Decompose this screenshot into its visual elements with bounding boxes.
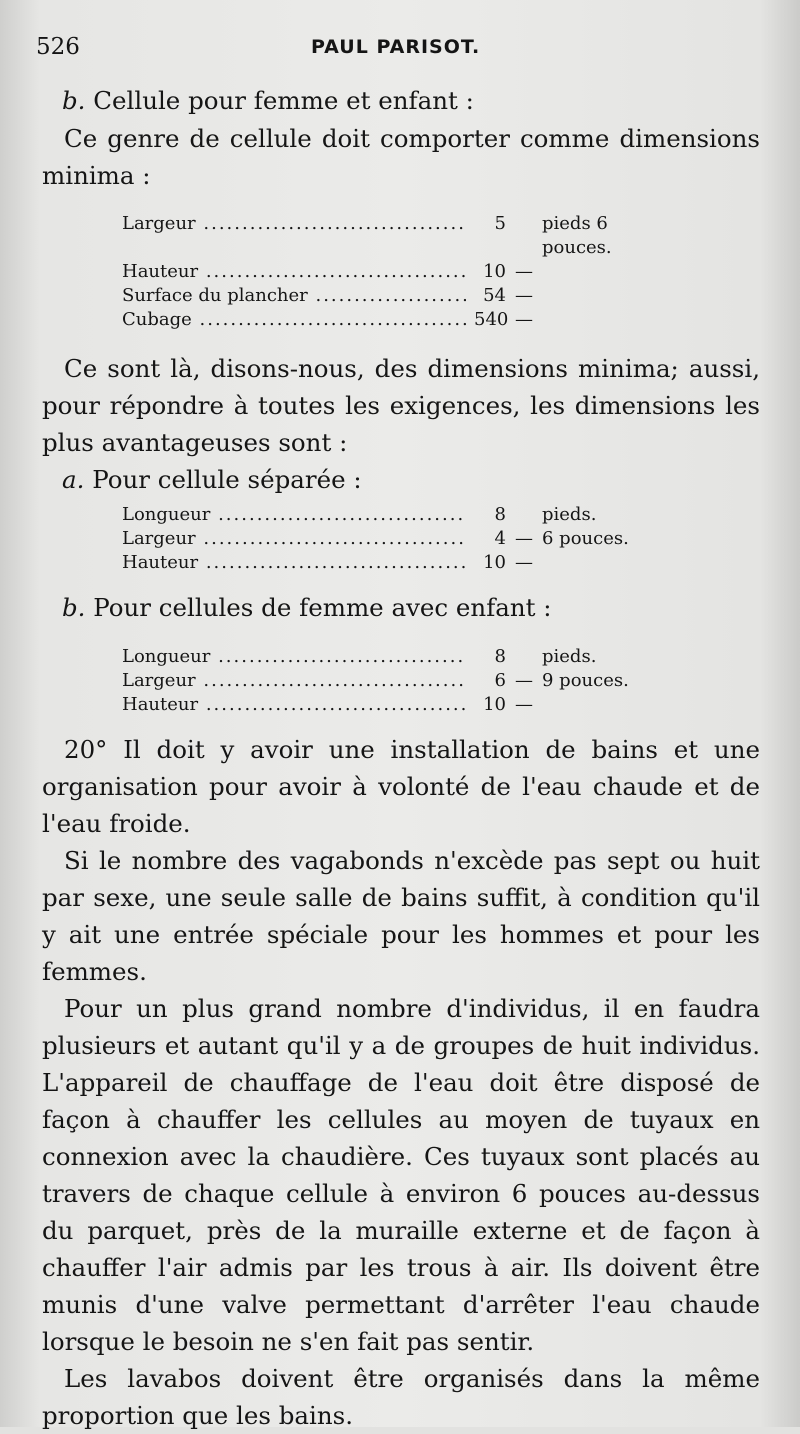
section-title: Pour cellules de femme avec enfant :: [93, 593, 552, 622]
dimension-value: 10: [483, 694, 506, 715]
paragraph-grand-nombre: Pour un plus grand nombre d'individus, il en faudra plusieurs et autant qu'il y a de groupes de huit individus. L'appareil de chauffage de l'eau doit être disposé de façon à chauffer les cellules au moyen de tuyaux en connexion avec la chaudière. Ces tuyaux sont placés au travers de chaque cellule à environ 6 pouces au-dessus du parquet, près de la muraille externe et de façon à chauffer l'air admis par les trous à air. Ils doivent être munis d'une valve permettant d'arrêter l'eau chaude lorsque le besoin ne s'en fait pas sentir.: [42, 994, 760, 1356]
page-number: 526: [36, 34, 80, 60]
dimension-unit: 6 pouces.: [542, 528, 629, 549]
dimension-label: Cubage .....: [122, 308, 466, 332]
dimension-value: 6: [494, 670, 506, 691]
dimension-row: [122, 669, 760, 693]
ditto-dash: —: [515, 309, 533, 330]
dimension-label: Longueur .....: [122, 645, 466, 669]
dimension-row: [122, 551, 760, 575]
ditto-dash: —: [515, 670, 533, 691]
dimension-unit: 9 pouces.: [542, 670, 629, 691]
section-heading-b2: [62, 589, 760, 627]
dimension-value: 54: [483, 285, 506, 306]
dimension-unit: pieds.: [542, 504, 597, 525]
dimension-label: Surface du plancher .....: [122, 284, 466, 308]
dimension-row: [122, 503, 760, 527]
section-letter: b.: [62, 593, 86, 622]
paragraph-vagabonds: Si le nombre des vagabonds n'excède pas sept ou huit par sexe, une seule salle de bains suffit, à condition qu'il y ait une entrée spéciale pour les hommes et pour les femmes.: [42, 846, 760, 986]
dimension-value: 8: [494, 504, 506, 525]
dimension-value: 5: [494, 213, 506, 234]
section-heading-b: [62, 82, 760, 120]
ditto-dash: —: [515, 528, 533, 549]
dimension-row: [122, 260, 760, 284]
ditto-dash: —: [515, 261, 533, 282]
dimension-row: [122, 645, 760, 669]
dimension-value: 8: [494, 646, 506, 667]
dimension-value: 10: [483, 261, 506, 282]
dimension-value: 4: [494, 528, 506, 549]
dimension-unit: pieds 6 pouces.: [542, 213, 612, 258]
dimension-label: Hauteur .....: [122, 551, 466, 575]
section-letter: a.: [62, 465, 85, 494]
section-title: Pour cellule séparée :: [92, 465, 362, 494]
dimension-unit: pieds.: [542, 646, 597, 667]
dimension-label: Largeur .....: [122, 212, 466, 236]
dimension-row: [122, 308, 760, 332]
ditto-dash: —: [515, 285, 533, 306]
dimension-label: Largeur .....: [122, 669, 466, 693]
dimension-label: Longueur .....: [122, 503, 466, 527]
ditto-dash: —: [515, 552, 533, 573]
page-header: [36, 34, 760, 68]
dimension-row: [122, 527, 760, 551]
ditto-dash: —: [515, 694, 533, 715]
dimension-label: Hauteur .....: [122, 260, 466, 284]
dimensions-table-3: [122, 645, 760, 717]
dimension-row: [122, 212, 760, 260]
paragraph-minima: Ce sont là, disons-nous, des dimensions minima; aussi, pour répondre à toutes les exigences, les dimensions les plus avantageuses sont :: [42, 354, 760, 457]
paragraph-intro: Ce genre de cellule doit comporter comme dimensions minima :: [42, 124, 760, 190]
dimension-value: 10: [483, 552, 506, 573]
paragraph-lavabos: Les lavabos doivent être organisés dans la même proportion que les bains.: [42, 1364, 760, 1430]
section-title: Cellule pour femme et enfant :: [93, 86, 474, 115]
dimension-row: [122, 284, 760, 308]
dimension-label: Hauteur .....: [122, 693, 466, 717]
dimension-label: Largeur .....: [122, 527, 466, 551]
running-head: PAUL PARISOT.: [311, 36, 481, 58]
dimensions-table-1: [122, 212, 760, 332]
dimension-value: 540: [474, 309, 509, 330]
dimension-row: [122, 693, 760, 717]
section-heading-a: [62, 461, 760, 499]
paragraph-20: 20° Il doit y avoir une installation de bains et une organisation pour avoir à volonté de l'eau chaude et de l'eau froide.: [42, 735, 760, 838]
page-body: [42, 82, 760, 1434]
dimensions-table-2: [122, 503, 760, 575]
section-letter: b.: [62, 86, 86, 115]
